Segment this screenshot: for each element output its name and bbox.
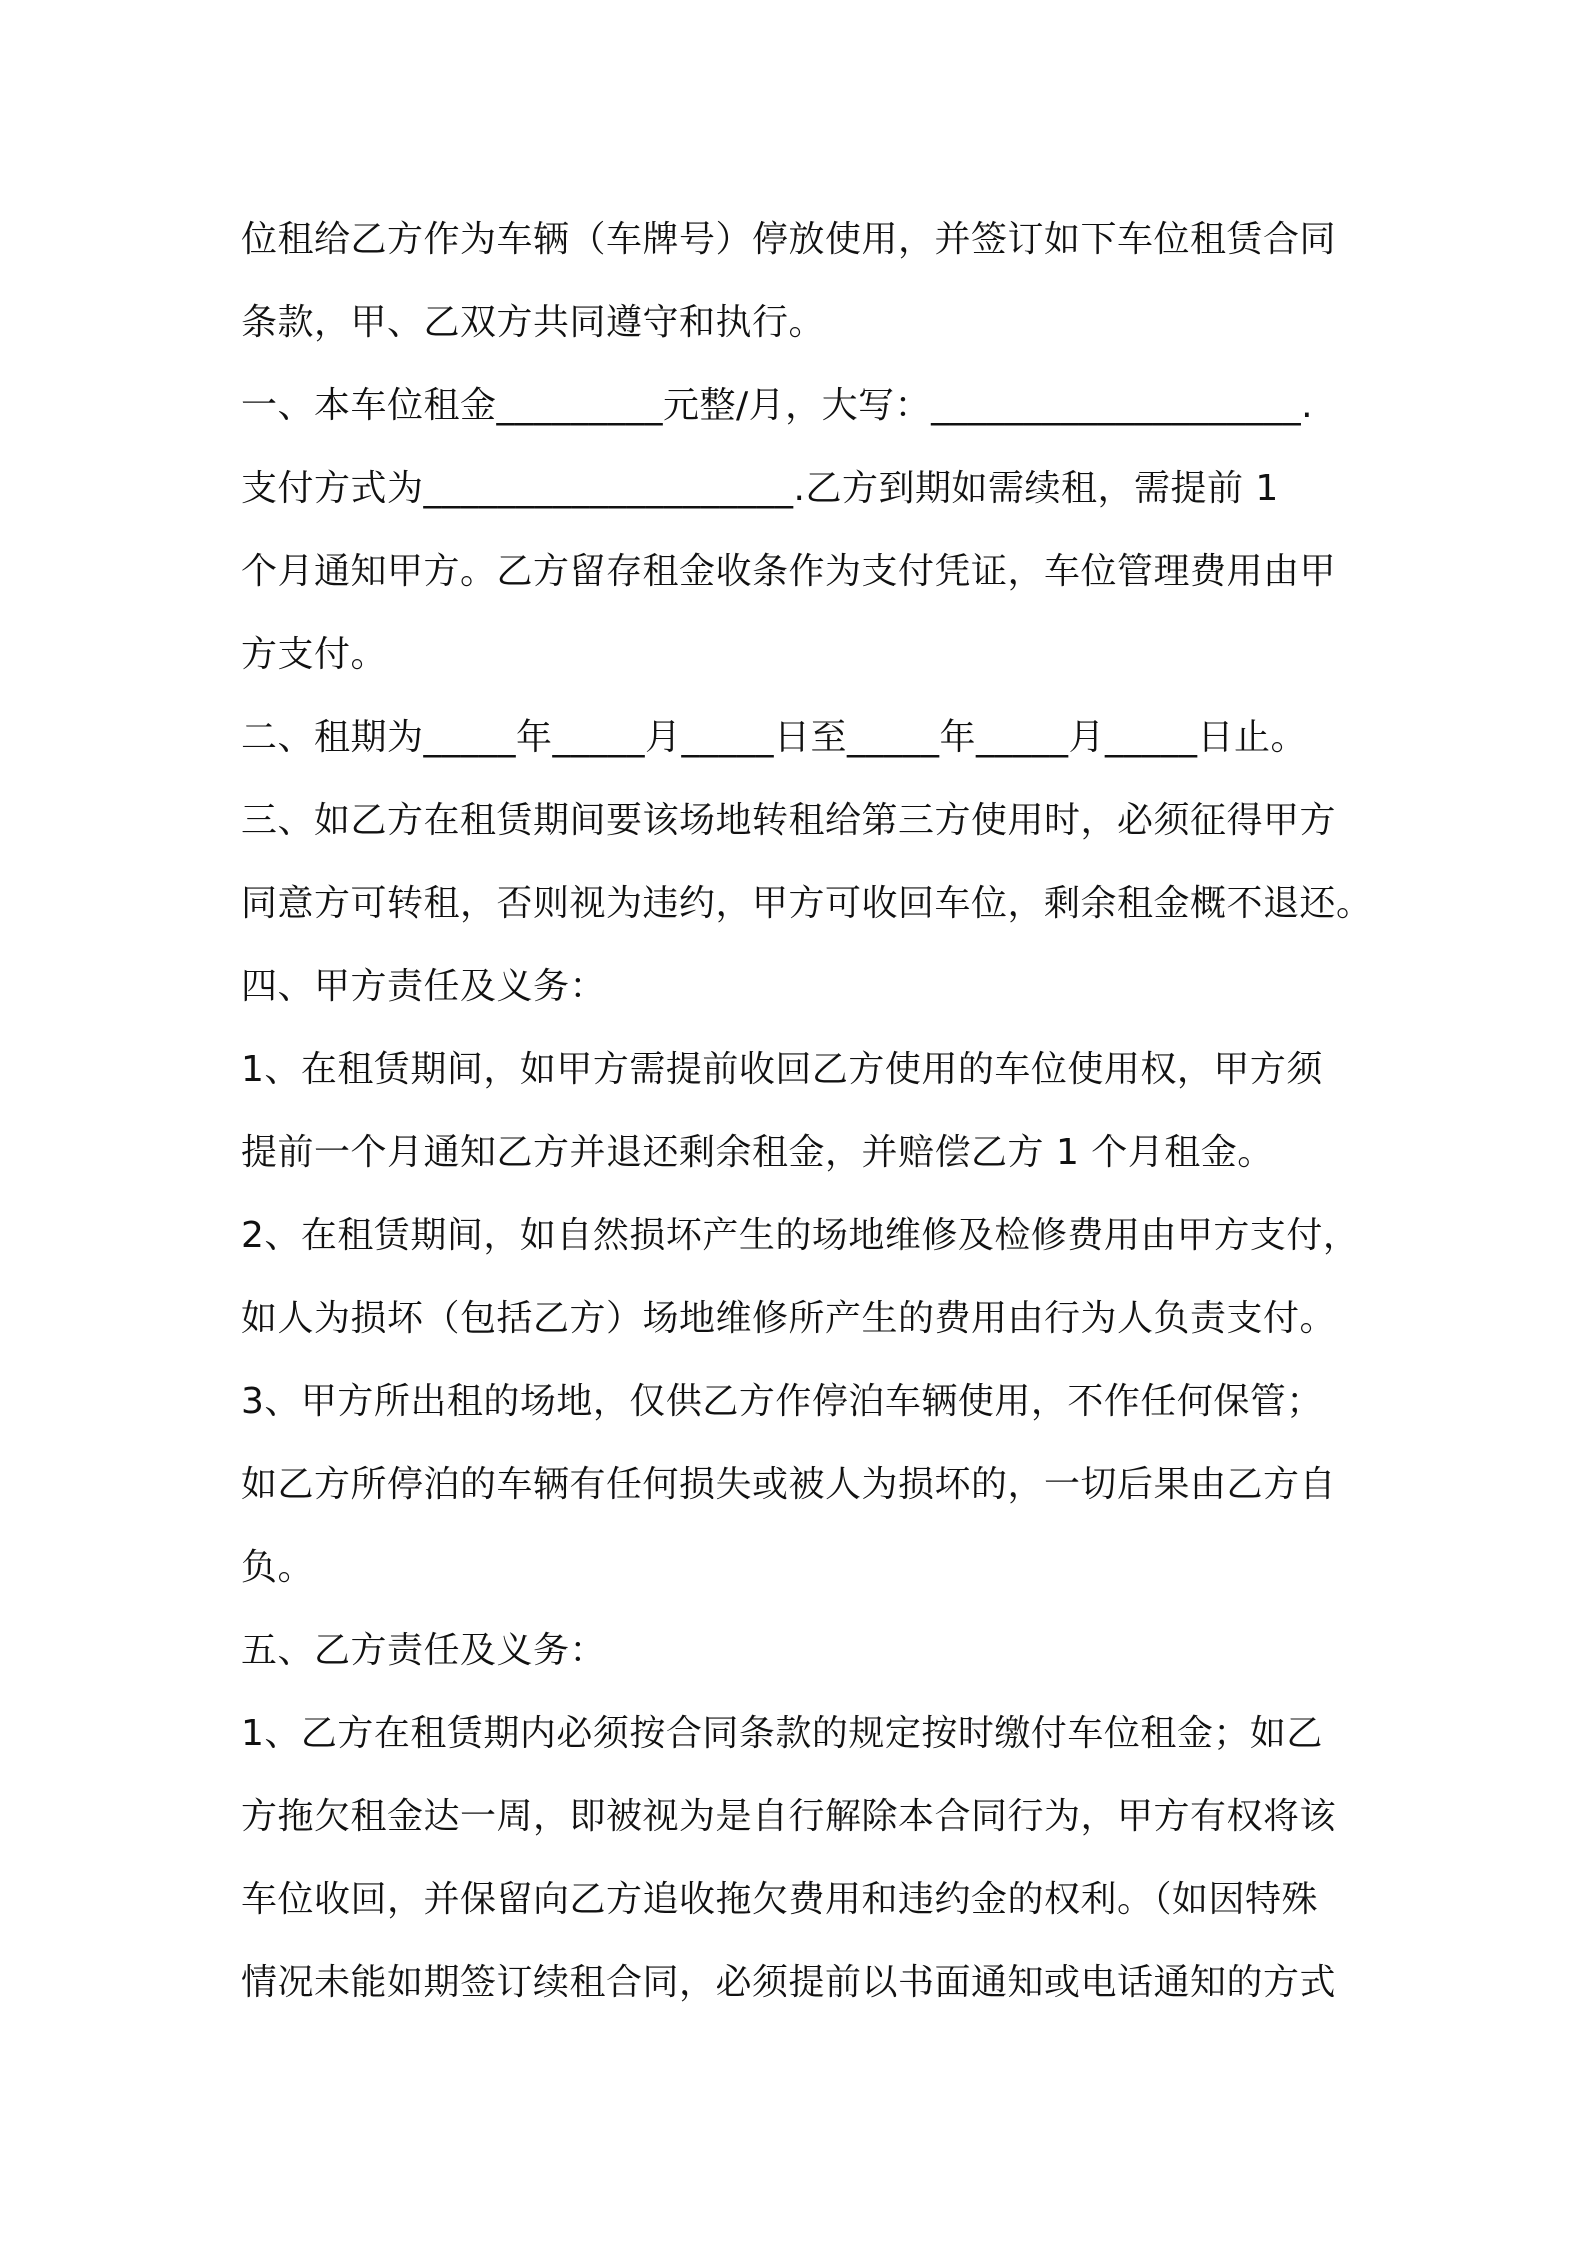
text-line: 同意方可转租，否则视为违约，甲方可收回车位，剩余租金概不退还。 [241, 883, 1373, 924]
text-line: 提前一个月通知乙方并退还剩余租金，并赔偿乙方 1 个月租金。 [241, 1132, 1274, 1173]
text-line: 如乙方所停泊的车辆有任何损失或被人为损坏的，一切后果由乙方自 [241, 1464, 1337, 1505]
document-body [241, 198, 1371, 2024]
text-line: 方支付。 [241, 634, 388, 675]
text-line: 2、在租赁期间，如自然损坏产生的场地维修及检修费用由甲方支付， [241, 1215, 1360, 1256]
text-line: 如人为损坏（包括乙方）场地维修所产生的费用由行为人负责支付。 [241, 1298, 1337, 1339]
text-line: 1、在租赁期间，如甲方需提前收回乙方使用的车位使用权，甲方须 [241, 1049, 1323, 1090]
text-line: 三、如乙方在租赁期间要该场地转租给第三方使用时，必须征得甲方 [241, 800, 1337, 841]
text-line: 负。 [241, 1547, 315, 1588]
section-heading: 五、乙方责任及义务： [241, 1630, 607, 1671]
text-line: 条款，甲、乙双方共同遵守和执行。 [241, 302, 826, 343]
text-line: 方拖欠租金达一周，即被视为是自行解除本合同行为，甲方有权将该 [241, 1796, 1337, 1837]
text-line: 个月通知甲方。乙方留存租金收条作为支付凭证，车位管理费用由甲 [241, 551, 1337, 592]
text-line: 情况未能如期签订续租合同，必须提前以书面通知或电话通知的方式 [241, 1962, 1337, 2003]
text-line: 3、甲方所出租的场地，仅供乙方作停泊车辆使用，不作任何保管； [241, 1381, 1323, 1422]
text-line: 1、乙方在租赁期内必须按合同条款的规定按时缴付车位租金；如乙 [241, 1713, 1323, 1754]
lease-term-line: 二、租期为_____年_____月_____日至_____年_____月_____日止。 [241, 717, 1308, 758]
section-heading: 四、甲方责任及义务： [241, 966, 607, 1007]
text-line: 位租给乙方作为车辆（车牌号）停放使用，并签订如下车位租赁合同 [241, 219, 1337, 260]
payment-method-line: 支付方式为____________________.乙方到期如需续租，需提前 1 [241, 468, 1279, 509]
text-line: 车位收回，并保留向乙方追收拖欠费用和违约金的权利。（如因特殊 [241, 1879, 1319, 1920]
rent-clause-line: 一、本车位租金_________元整/月，大写：____________________. [241, 385, 1314, 426]
